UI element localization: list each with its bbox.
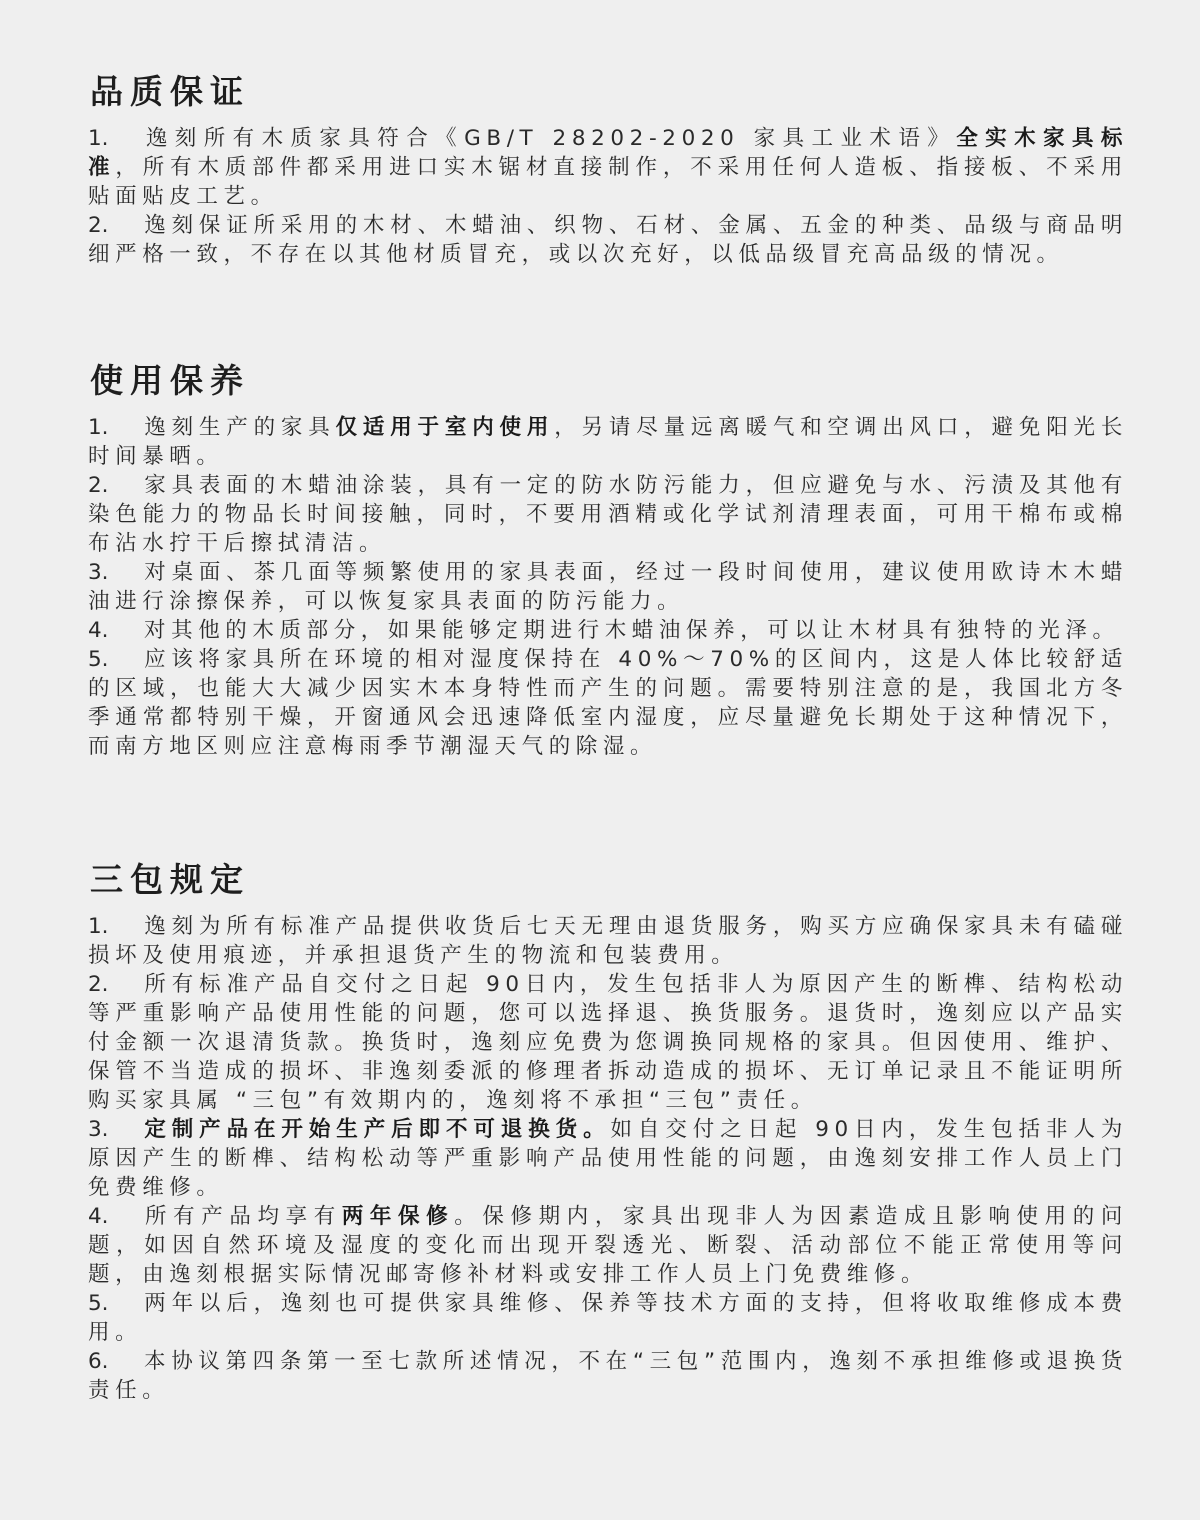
item-number: 6. bbox=[88, 1349, 109, 1374]
item-text: 。保修期内，家具出现非人为因素造成且影响使用的问题，如因自然环境及湿度的变化而出现开裂透光、断裂、活动部位不能正常使用等问题，由逸刻根据实际情况邮寄修补材料或安排工作人员上门免费维修。 bbox=[88, 1204, 1129, 1287]
item-text: 如自交付之日起 90日内，发生包括非人为原因产生的断榫、结构松动等严重影响产品使用性能的问题，由逸刻安排工作人员上门免费维修。 bbox=[88, 1117, 1128, 1200]
section-quality-assurance bbox=[88, 72, 1128, 269]
list-item bbox=[88, 558, 1128, 616]
item-number: 1. bbox=[88, 415, 109, 440]
item-text: 本协议第四条第一至七款所述情况，不在“三包”范围内，逸刻不承担维修或退换货责任。 bbox=[88, 1349, 1128, 1403]
list-item bbox=[88, 471, 1128, 558]
item-number: 1. bbox=[88, 126, 109, 151]
item-text: 两年以后，逸刻也可提供家具维修、保养等技术方面的支持，但将收取维修成本费用。 bbox=[88, 1291, 1128, 1345]
item-text: 逸刻保证所采用的木材、木蜡油、织物、石材、金属、五金的种类、品级与商品明细严格一致，不存在以其他材质冒充，或以次充好，以低品级冒充高品级的情况。 bbox=[88, 213, 1128, 267]
item-number: 5. bbox=[88, 647, 109, 672]
section-items bbox=[88, 124, 1128, 269]
emphasis-text: 两年保修 bbox=[341, 1204, 455, 1229]
item-number: 2. bbox=[88, 213, 109, 238]
item-number: 2. bbox=[88, 473, 109, 498]
item-text: 逸刻为所有标准产品提供收货后七天无理由退货服务，购买方应确保家具未有磕碰损坏及使用痕迹，并承担退货产生的物流和包装费用。 bbox=[88, 914, 1128, 968]
item-text: 逸刻生产的家具 bbox=[144, 415, 336, 440]
list-item bbox=[88, 970, 1128, 1115]
list-item bbox=[88, 1115, 1128, 1202]
list-item bbox=[88, 912, 1128, 970]
list-item bbox=[88, 1202, 1128, 1289]
section-items bbox=[88, 413, 1128, 761]
list-item bbox=[88, 1347, 1128, 1405]
item-number: 1. bbox=[88, 914, 109, 939]
section-title: 品质保证 bbox=[90, 72, 250, 111]
item-text: 对其他的木质部分，如果能够定期进行木蜡油保养，可以让木材具有独特的光泽。 bbox=[144, 618, 1120, 643]
item-text: ，所有木质部件都采用进口实木锯材直接制作，不采用任何人造板、指接板、不采用贴面贴皮工艺。 bbox=[88, 155, 1128, 209]
section-items bbox=[88, 912, 1128, 1405]
list-item bbox=[88, 413, 1128, 471]
item-number: 4. bbox=[88, 1204, 109, 1229]
item-number: 3. bbox=[88, 560, 109, 585]
item-text: 家具表面的木蜡油涂装，具有一定的防水防污能力，但应避免与水、污渍及其他有染色能力的物品长时间接触，同时，不要用酒精或化学试剂清理表面，可用干棉布或棉布沾水拧干后擦拭清洁。 bbox=[88, 473, 1128, 556]
item-text: 逸刻所有木质家具符合《GB/T 28202-2020 家具工业术语》 bbox=[144, 126, 957, 151]
item-number: 5. bbox=[88, 1291, 109, 1316]
section-three-guarantees bbox=[88, 860, 1128, 1405]
section-title: 三包规定 bbox=[90, 860, 250, 899]
emphasis-text: 仅适用于室内使用 bbox=[335, 415, 555, 440]
list-item bbox=[88, 1289, 1128, 1347]
item-text: 所有产品均享有 bbox=[144, 1204, 342, 1229]
item-text: 所有标准产品自交付之日起 90日内，发生包括非人为原因产生的断榫、结构松动等严重影响产品使用性能的问题，您可以选择退、换货服务。退货时，逸刻应以产品实付金额一次退清货款。换货时，逸刻应免费为您调换同规格的家具。但因使用、维护、保管不当造成的损坏、非逸刻委派的修理者拆动造成的损坏、无订单记录且不能证明所购买家具属 “三包”有效期内的，逸刻将不承担“三包”责任。 bbox=[88, 972, 1128, 1113]
item-text: 应该将家具所在环境的相对湿度保持在 40%～70%的区间内，这是人体比较舒适的区域，也能大大减少因实木本身特性而产生的问题。需要特别注意的是，我国北方冬季通常都特别干燥，开窗通风会迅速降低室内湿度，应尽量避免长期处于这种情况下，而南方地区则应注意梅雨季节潮湿天气的除湿。 bbox=[88, 647, 1128, 759]
emphasis-text: 定制产品在开始生产后即不可退换货。 bbox=[144, 1117, 611, 1142]
list-item bbox=[88, 124, 1128, 211]
item-number: 4. bbox=[88, 618, 109, 643]
item-number: 2. bbox=[88, 972, 109, 997]
item-text: 对桌面、茶几面等频繁使用的家具表面，经过一段时间使用，建议使用欧诗木木蜡油进行涂擦保养，可以恢复家具表面的防污能力。 bbox=[88, 560, 1128, 614]
item-number: 3. bbox=[88, 1117, 109, 1142]
emphasis-text: 全实木家具标准 bbox=[88, 126, 1128, 180]
list-item bbox=[88, 645, 1128, 761]
item-text: ，另请尽量远离暖气和空调出风口，避免阳光长时间暴晒。 bbox=[88, 415, 1128, 469]
section-usage-maintenance bbox=[88, 361, 1128, 761]
list-item bbox=[88, 616, 1128, 645]
section-title: 使用保养 bbox=[90, 361, 250, 400]
list-item bbox=[88, 211, 1128, 269]
